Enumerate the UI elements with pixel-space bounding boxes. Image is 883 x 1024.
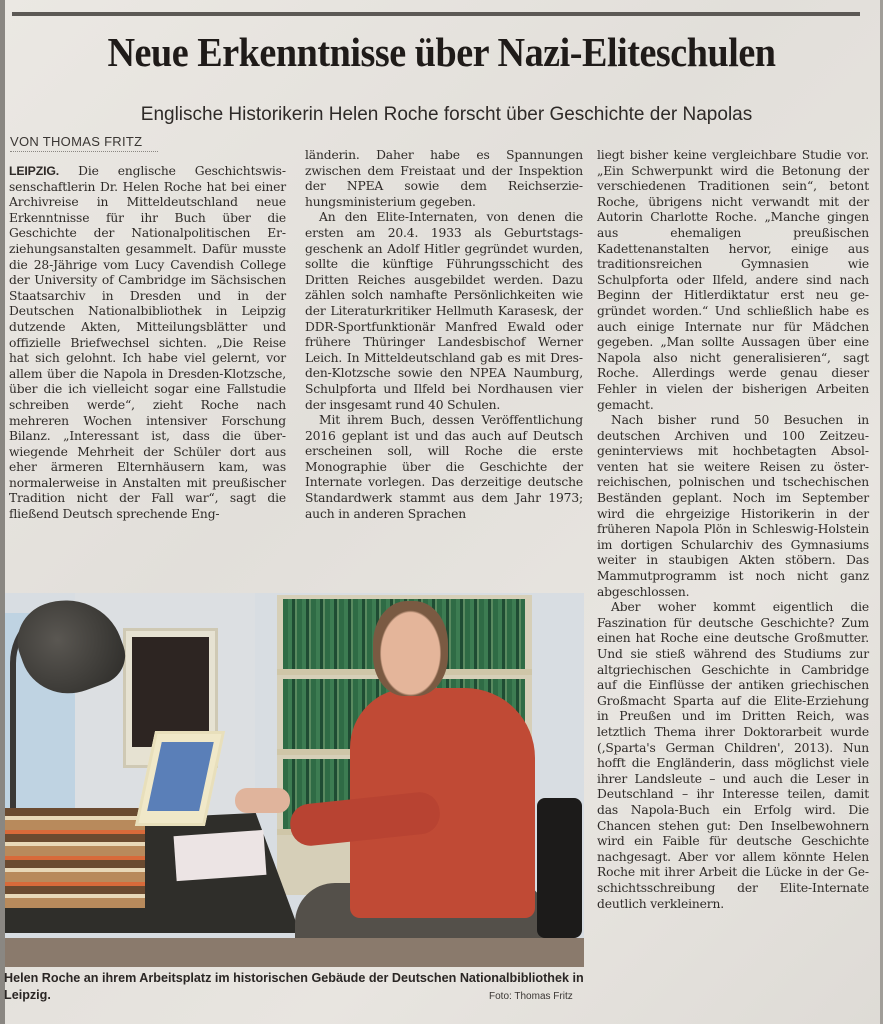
paragraph: Nach bisher rund 50 Besuchen in deutschen Archiven und 100 Zeitzeugeninterviews mit hochbetagten Absolventen hat sie weitere Reisen zu österreichischen, polnischen und tschechischen Beständen geplant. Noch im September wird die ehrgeizige Historikerin in der früheren Napola Plön in Schleswig-Holstein im dortigen Schularchiv des Gymnasiums weiter in staubigen Akten stöbern. Das Mammutprogramm ist noch nicht ganz abgeschlossen. <box>597 413 869 599</box>
paragraph: Aber woher kommt eigentlich die Faszination für deutsche Geschichte? Zum einen hat Roche eine deutsche Großmutter. Und sie stieß während des Studiums zur altgriechischen Geschichte in Cambridge auf die Einflüsse der antiken griechischen Großmacht Sparta auf die Elite-Erziehung in Preußen und im Dritten Reich, was letztlich Thema ihrer Doktorarbeit wurde (‚Sparta's German Children', 2013). Nun hofft die Engländerin, dass möglichst viele ihrer Landsleute – und auch die Leser in Deutschland – ihr Interesse teilen, damit das Napola-Buch ein Erfolg wird. Die Chancen stehen gut: Den Inselbewohnern wird ein Faible für deutsche Geschichte nachgesagt. Aber vor allem könnte Helen Roche mit ihrer Arbeit die Lücke in der Geschichtsschreibung der Elite-Internate deutlich verkleinern. <box>597 600 869 911</box>
top-rule-divider <box>12 12 860 16</box>
notebook <box>174 830 267 881</box>
paragraph-text: Die englische Geschichtswissenschaftlerin Dr. Helen Roche hat bei einer Archivreise in Mitteldeutschland neue Erkenntnisse für ihr Buch über die Geschichte der Nationalpolitischen Erziehungsanstalten gesammelt. Dafür musste die 28-Jährige vom Lucy Cavendish College der University of Cambridge im Sächsischen Staatsarchiv in Dresden und in der Deutschen Nationalbibliothek in Leipzig dutzende Akten, Mitteilungsblätter und offizielle Briefwechsel sichten. „Die Reise hat sich gelohnt. Ich habe viel gelernt, vor allem über die Napola in Dresden-Klotzsche, über die ich vielleicht sogar eine Fallstudie schreiben werde“, zieht Roche nach mehreren Wochen intensiver Forschung Bilanz. „Interessant ist, dass die überwiegende Mehrheit der Schüler dort aus eher ärmeren Elternhäusern kam, was normalerweise in Anstalten mit preußischer Tradition nicht der Fall war“, sagt die fließend Deutsch sprechende Eng- <box>9 164 286 522</box>
paragraph: Mit ihrem Buch, dessen Veröffentlichung 2016 geplant ist und das auch auf Deutsch erscheinen soll, will Roche die erste Monographie über die Geschichte der Internate vorlegen. Das derzeitige deutsche Standardwerk stammt aus dem Jahr 1973; auch in anderen Sprachen <box>305 413 583 521</box>
headline: Neue Erkenntnisse über Nazi-Eliteschulen <box>107 29 776 75</box>
person-hand <box>235 788 290 813</box>
paragraph: länderin. Daher habe es Spannungen zwischen dem Freistaat und der Inspektion der NPEA sowie dem Reichserziehungsministerium gegeben. <box>305 148 583 209</box>
subheadline: Englische Historikerin Helen Roche forscht über Geschichte der Napolas <box>140 104 753 125</box>
chair <box>537 798 582 938</box>
photo-caption: Helen Roche an ihrem Arbeitsplatz im historischen Gebäude der Deutschen Nationalbibliothek in Leipzig. <box>4 971 584 1002</box>
photo-credit: Foto: Thomas Fritz <box>489 991 573 1002</box>
article-photo <box>5 593 584 967</box>
article-column-2 <box>305 148 583 522</box>
article-column-1 <box>9 164 286 523</box>
byline: VON THOMAS FRITZ <box>10 134 158 152</box>
paragraph <box>9 164 286 523</box>
floor <box>5 938 584 967</box>
paragraph: liegt bisher keine vergleichbare Studie vor. „Ein Schwerpunkt wird die Betonung der verschiedenen Traditionen sein“, betont Roche, übrigens nicht verwandt mit der Autorin Charlotte Roche. „Manche gingen aus ehemaligen preußischen Kadettenanstalten hervor, einige aus traditionsreichen Gymnasien wie Schulpforta oder Ilfeld, andere sind nach Beginn der Hitlerdiktatur erst neu gegründet worden.“ Und schließlich habe es auch einige Internate nur für Mädchen gegeben. „Man sollte Aussagen über eine Napola also nicht generalisieren“, sagt Roche. Allerdings werde genau dieser Fehler in vielen der bisherigen Arbeiten gemacht. <box>597 148 869 412</box>
paragraph: An den Elite-Internaten, von denen die ersten am 20.4. 1933 als Geburtstagsgeschenk an Adolf Hitler gegründet wurden, sollte die künftige Führungsschicht des Dritten Reiches ausgebildet werden. Dazu zählen solch namhafte Persönlichkeiten wie der Literaturkritiker Hellmuth Karasesk, der DDR-Sportfunktionär Manfred Ewald oder frühere Thüringer Landesbischof Werner Leich. In Mitteldeutschland gab es mit Dresden-Klotzsche sowie den NPEA Naumburg, Schulpforta und Ilfeld bei Nordhausen vier der insgesamt rund 40 Schulen. <box>305 210 583 412</box>
dateline: LEIPZIG. <box>9 164 60 178</box>
person-head <box>373 601 448 696</box>
book-stack <box>5 808 145 908</box>
article-column-3 <box>597 148 869 912</box>
